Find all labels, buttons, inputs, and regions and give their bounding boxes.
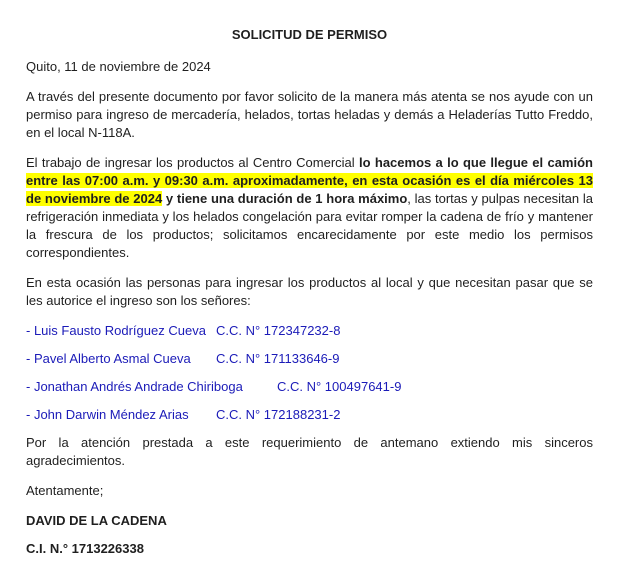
intro-paragraph: A través del presente documento por favor solicito de la manera más atenta se nos ayude con un permiso para ingreso de mercadería, helados, tortas heladas y demás a Heladerías Tutto Freddo, en el local N-118A. — [26, 89, 593, 140]
schedule-text-bold-2: y tiene una duración de 1 hora máximo — [162, 191, 408, 206]
regards-line: Atentamente; — [26, 483, 104, 498]
person-item — [26, 350, 593, 368]
person-name: - Pavel Alberto Asmal Cueva — [26, 351, 191, 366]
person-name: - Luis Fausto Rodríguez Cueva — [26, 323, 206, 338]
person-item — [26, 406, 593, 424]
schedule-paragraph — [26, 154, 593, 262]
document-title: SOLICITUD DE PERMISO — [231, 27, 388, 42]
person-id: C.C. N° 172347232-8 — [216, 323, 341, 338]
person-id: C.C. N° 171133646-9 — [216, 351, 340, 366]
schedule-highlight: entre las 07:00 a.m. y 09:30 a.m. aproximadamente, en esta ocasión es el día miércoles 13 de noviembre de 2024 — [26, 173, 593, 206]
person-id: C.C. N° 100497641-9 — [277, 379, 402, 394]
person-name: - John Darwin Méndez Arias — [26, 407, 189, 422]
person-name: - Jonathan Andrés Andrade Chiriboga — [26, 379, 243, 394]
person-item — [26, 322, 593, 340]
schedule-text-2: , las tortas y pulpas necesitan la refrigeración inmediata y los helados congelación para evitar romper la cadena de frío y mantener la frescura de los productos; solicitamos encarecidamente por este medio los permisos correspondientes. — [26, 191, 593, 260]
person-id: C.C. N° 172188231-2 — [216, 407, 341, 422]
person-item — [26, 378, 593, 396]
schedule-text-1: El trabajo de ingresar los productos al Centro Comercial — [26, 155, 359, 170]
signature-id: C.I. N.° 1713226338 — [26, 541, 144, 556]
date-line: Quito, 11 de noviembre de 2024 — [26, 59, 211, 74]
schedule-text-bold-1: lo hacemos a lo que llegue el camión — [359, 155, 593, 170]
closing-paragraph: Por la atención prestada a este requerimiento de antemano extiendo mis sinceros agradecimientos. — [26, 435, 593, 468]
signature-name: DAVID DE LA CADENA — [26, 513, 167, 528]
document-page — [26, 27, 593, 568]
persons-intro-paragraph: En esta ocasión las personas para ingresar los productos al local y que necesitan pasar que se les autorice el ingreso son los señores: — [26, 275, 593, 308]
